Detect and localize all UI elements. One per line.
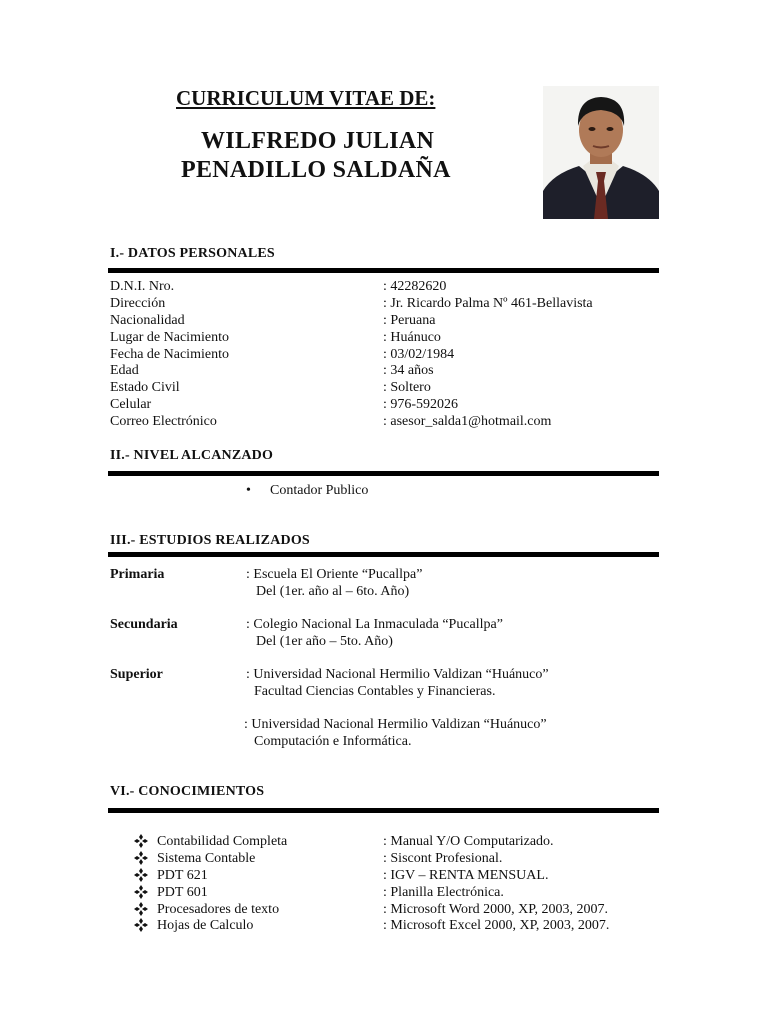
conocimiento-label: Hojas de Calculo <box>157 918 254 933</box>
field-label: Edad <box>110 363 139 378</box>
estudio-superior-line1: : Universidad Nacional Hermilio Valdizan “Huánuco” <box>246 667 549 682</box>
field-value: : Soltero <box>383 380 431 395</box>
name-line-1: WILFREDO JULIAN <box>201 128 435 154</box>
field-label: Correo Electrónico <box>110 414 217 429</box>
section-title-nivel-alcanzado: II.- NIVEL ALCANZADO <box>110 448 274 463</box>
estudio-superior-line2: Facultad Ciencias Contables y Financieras. <box>254 684 496 699</box>
diamond-bullet-icon <box>134 834 148 848</box>
field-value: : Jr. Ricardo Palma Nº 461-Bellavista <box>383 296 593 311</box>
conocimiento-value: : IGV – RENTA MENSUAL. <box>383 868 549 883</box>
bullet-icon: • <box>246 483 251 498</box>
field-label: Fecha de Nacimiento <box>110 347 229 362</box>
profile-photo <box>543 86 659 219</box>
estudio-secundaria-line2: Del (1er año – 5to. Año) <box>256 634 393 649</box>
conocimiento-value: : Siscont Profesional. <box>383 851 503 866</box>
nivel-item: Contador Publico <box>270 483 369 498</box>
estudio-label-primaria: Primaria <box>110 567 165 582</box>
field-label: D.N.I. Nro. <box>110 279 175 294</box>
conocimiento-value: : Microsoft Excel 2000, XP, 2003, 2007. <box>383 918 610 933</box>
diamond-bullet-icon <box>134 885 148 899</box>
field-value: : 34 años <box>383 363 434 378</box>
section-title-datos-personales: I.- DATOS PERSONALES <box>110 246 275 261</box>
field-value: : 42282620 <box>383 279 447 294</box>
estudio-primaria-line2: Del (1er. año al – 6to. Año) <box>256 584 410 599</box>
diamond-bullet-icon <box>134 868 148 882</box>
section-title-estudios: III.- ESTUDIOS REALIZADOS <box>110 533 310 548</box>
field-value: : asesor_salda1@hotmail.com <box>383 414 552 429</box>
estudio-primaria-line1: : Escuela El Oriente “Pucallpa” <box>246 567 423 582</box>
field-value: : Peruana <box>383 313 436 328</box>
estudio-label-secundaria: Secundaria <box>110 617 178 632</box>
cv-heading: CURRICULUM VITAE DE: <box>176 86 436 110</box>
section-title-conocimientos: VI.- CONOCIMIENTOS <box>110 784 265 799</box>
section-divider <box>108 552 659 557</box>
estudio-superior-line3: : Universidad Nacional Hermilio Valdizan “Huánuco” <box>244 717 547 732</box>
conocimiento-label: PDT 621 <box>157 868 208 883</box>
field-label: Estado Civil <box>110 380 180 395</box>
field-label: Nacionalidad <box>110 313 185 328</box>
conocimiento-label: Contabilidad Completa <box>157 834 288 849</box>
diamond-bullet-icon <box>134 902 148 916</box>
section-divider <box>108 808 659 813</box>
section-divider <box>108 471 659 476</box>
estudio-label-superior: Superior <box>110 667 163 682</box>
field-label: Lugar de Nacimiento <box>110 330 229 345</box>
conocimiento-label: Sistema Contable <box>157 851 256 866</box>
conocimiento-value: : Microsoft Word 2000, XP, 2003, 2007. <box>383 902 608 917</box>
conocimiento-label: PDT 601 <box>157 885 208 900</box>
estudio-superior-line4: Computación e Informática. <box>254 734 412 749</box>
diamond-bullet-icon <box>134 918 148 932</box>
section-divider <box>108 268 659 273</box>
field-value: : Huánuco <box>383 330 441 345</box>
conocimiento-label: Procesadores de texto <box>157 902 280 917</box>
name-line-2: PENADILLO SALDAÑA <box>181 157 451 183</box>
diamond-bullet-icon <box>134 851 148 865</box>
field-label: Dirección <box>110 296 166 311</box>
estudio-secundaria-line1: : Colegio Nacional La Inmaculada “Pucallpa” <box>246 617 503 632</box>
conocimiento-value: : Planilla Electrónica. <box>383 885 504 900</box>
conocimiento-value: : Manual Y/O Computarizado. <box>383 834 554 849</box>
field-value: : 03/02/1984 <box>383 347 455 362</box>
field-label: Celular <box>110 397 152 412</box>
field-value: : 976-592026 <box>383 397 459 412</box>
